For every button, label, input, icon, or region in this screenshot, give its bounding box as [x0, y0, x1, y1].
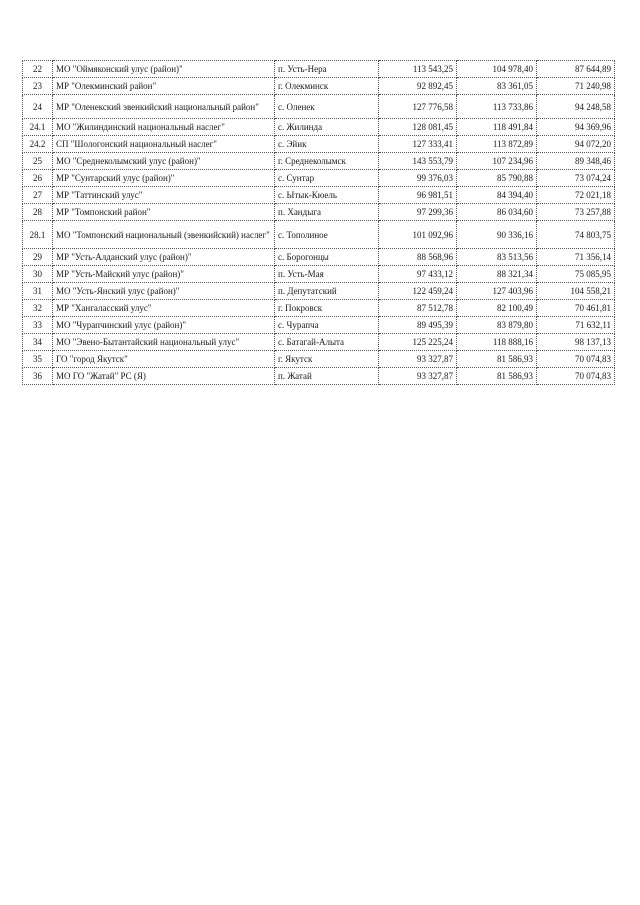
table-row — [23, 283, 615, 300]
value-1: 128 081,45 — [379, 119, 457, 136]
value-2: 81 586,93 — [457, 351, 537, 368]
table-row — [23, 266, 615, 283]
data-table — [22, 60, 615, 385]
value-2: 86 034,60 — [457, 204, 537, 221]
row-number: 25 — [23, 153, 53, 170]
value-2: 90 336,16 — [457, 221, 537, 249]
value-1: 101 092,96 — [379, 221, 457, 249]
row-number: 36 — [23, 368, 53, 385]
municipality-name: МО "Чурапчинский улус (район)" — [53, 317, 275, 334]
municipality-name: МР "Усть-Майский улус (район)" — [53, 266, 275, 283]
value-2: 83 879,80 — [457, 317, 537, 334]
value-1: 97 433,12 — [379, 266, 457, 283]
municipality-name: МР "Хангаласский улус" — [53, 300, 275, 317]
value-1: 127 776,58 — [379, 95, 457, 119]
municipality-name: МО ГО "Жатай" РС (Я) — [53, 368, 275, 385]
table-row — [23, 334, 615, 351]
settlement-name: с. Чурапча — [275, 317, 379, 334]
settlement-name: с. Тополиное — [275, 221, 379, 249]
settlement-name: с. Жилинда — [275, 119, 379, 136]
table-row — [23, 136, 615, 153]
row-number: 33 — [23, 317, 53, 334]
table-row — [23, 95, 615, 119]
settlement-name: с. Оленек — [275, 95, 379, 119]
value-3: 94 072,20 — [537, 136, 615, 153]
municipality-name: СП "Шологонский национальный наслег" — [53, 136, 275, 153]
value-1: 122 459,24 — [379, 283, 457, 300]
row-number: 22 — [23, 61, 53, 78]
table-row — [23, 119, 615, 136]
table-row — [23, 300, 615, 317]
row-number: 30 — [23, 266, 53, 283]
municipality-name: МР "Усть-Алданский улус (район)" — [53, 249, 275, 266]
settlement-name: с. Эйик — [275, 136, 379, 153]
value-3: 71 356,14 — [537, 249, 615, 266]
value-3: 75 085,95 — [537, 266, 615, 283]
row-number: 34 — [23, 334, 53, 351]
table-body — [23, 61, 615, 385]
settlement-name: с. Борогонцы — [275, 249, 379, 266]
table-row — [23, 204, 615, 221]
value-2: 83 361,05 — [457, 78, 537, 95]
settlement-name: с. Ытык-Кюель — [275, 187, 379, 204]
municipality-name: МР "Томпонский район" — [53, 204, 275, 221]
row-number: 35 — [23, 351, 53, 368]
value-3: 70 461,81 — [537, 300, 615, 317]
value-3: 87 644,89 — [537, 61, 615, 78]
municipality-name: МО "Эвено-Бытантайский национальный улус" — [53, 334, 275, 351]
value-3: 94 248,58 — [537, 95, 615, 119]
municipality-name: МО "Оймяконский улус (район)" — [53, 61, 275, 78]
value-3: 89 348,46 — [537, 153, 615, 170]
settlement-name: п. Депутатский — [275, 283, 379, 300]
settlement-name: с. Батагай-Алыта — [275, 334, 379, 351]
value-2: 118 491,84 — [457, 119, 537, 136]
municipality-name: МО "Жилиндинский национальный наслег" — [53, 119, 275, 136]
table-row — [23, 351, 615, 368]
settlement-name: п. Усть-Мая — [275, 266, 379, 283]
value-3: 73 257,88 — [537, 204, 615, 221]
value-3: 72 021,18 — [537, 187, 615, 204]
value-1: 89 495,39 — [379, 317, 457, 334]
settlement-name: г. Олекминск — [275, 78, 379, 95]
value-3: 70 074,83 — [537, 351, 615, 368]
municipality-name: МО "Среднеколымский улус (район)" — [53, 153, 275, 170]
value-2: 107 234,96 — [457, 153, 537, 170]
value-3: 73 074,24 — [537, 170, 615, 187]
value-1: 88 568,96 — [379, 249, 457, 266]
row-number: 23 — [23, 78, 53, 95]
value-1: 99 376,03 — [379, 170, 457, 187]
table-row — [23, 221, 615, 249]
value-1: 93 327,87 — [379, 368, 457, 385]
value-2: 113 872,89 — [457, 136, 537, 153]
value-2: 104 978,40 — [457, 61, 537, 78]
table-row — [23, 187, 615, 204]
value-2: 85 790,88 — [457, 170, 537, 187]
municipality-name: МР "Олекминский район" — [53, 78, 275, 95]
settlement-name: г. Якутск — [275, 351, 379, 368]
municipality-name: МР "Таттинский улус" — [53, 187, 275, 204]
table-row — [23, 170, 615, 187]
table-row — [23, 368, 615, 385]
row-number: 28.1 — [23, 221, 53, 249]
value-2: 81 586,93 — [457, 368, 537, 385]
row-number: 24 — [23, 95, 53, 119]
value-3: 104 558,21 — [537, 283, 615, 300]
value-1: 113 543,25 — [379, 61, 457, 78]
value-1: 125 225,24 — [379, 334, 457, 351]
row-number: 32 — [23, 300, 53, 317]
row-number: 29 — [23, 249, 53, 266]
value-3: 74 803,75 — [537, 221, 615, 249]
value-1: 97 299,36 — [379, 204, 457, 221]
value-3: 94 369,96 — [537, 119, 615, 136]
table-row — [23, 78, 615, 95]
value-2: 82 100,49 — [457, 300, 537, 317]
value-3: 98 137,13 — [537, 334, 615, 351]
settlement-name: п. Хандыга — [275, 204, 379, 221]
table-row — [23, 249, 615, 266]
settlement-name: п. Усть-Нера — [275, 61, 379, 78]
settlement-name: г. Покровск — [275, 300, 379, 317]
municipality-name: МО "Усть-Янский улус (район)" — [53, 283, 275, 300]
value-1: 96 981,51 — [379, 187, 457, 204]
settlement-name: п. Жатай — [275, 368, 379, 385]
value-3: 71 632,11 — [537, 317, 615, 334]
row-number: 26 — [23, 170, 53, 187]
value-1: 87 512,78 — [379, 300, 457, 317]
table-row — [23, 317, 615, 334]
value-3: 71 240,98 — [537, 78, 615, 95]
row-number: 27 — [23, 187, 53, 204]
value-1: 143 553,79 — [379, 153, 457, 170]
municipality-name: ГО "город Якутск" — [53, 351, 275, 368]
value-1: 127 333,41 — [379, 136, 457, 153]
value-2: 127 403,96 — [457, 283, 537, 300]
settlement-name: г. Среднеколымск — [275, 153, 379, 170]
municipality-name: МР "Оленекский эвенкийский национальный район" — [53, 95, 275, 119]
settlement-name: с. Сунтар — [275, 170, 379, 187]
row-number: 28 — [23, 204, 53, 221]
value-2: 88 321,34 — [457, 266, 537, 283]
row-number: 24.2 — [23, 136, 53, 153]
value-1: 92 892,45 — [379, 78, 457, 95]
municipality-name: МО "Томпонский национальный (эвенкийский) наслег" — [53, 221, 275, 249]
value-3: 70 074,83 — [537, 368, 615, 385]
row-number: 24.1 — [23, 119, 53, 136]
table-row — [23, 61, 615, 78]
municipality-name: МР "Сунтарский улус (район)" — [53, 170, 275, 187]
value-2: 83 513,56 — [457, 249, 537, 266]
value-2: 84 394,40 — [457, 187, 537, 204]
value-2: 113 733,86 — [457, 95, 537, 119]
table-row — [23, 153, 615, 170]
value-2: 118 888,16 — [457, 334, 537, 351]
row-number: 31 — [23, 283, 53, 300]
value-1: 93 327,87 — [379, 351, 457, 368]
